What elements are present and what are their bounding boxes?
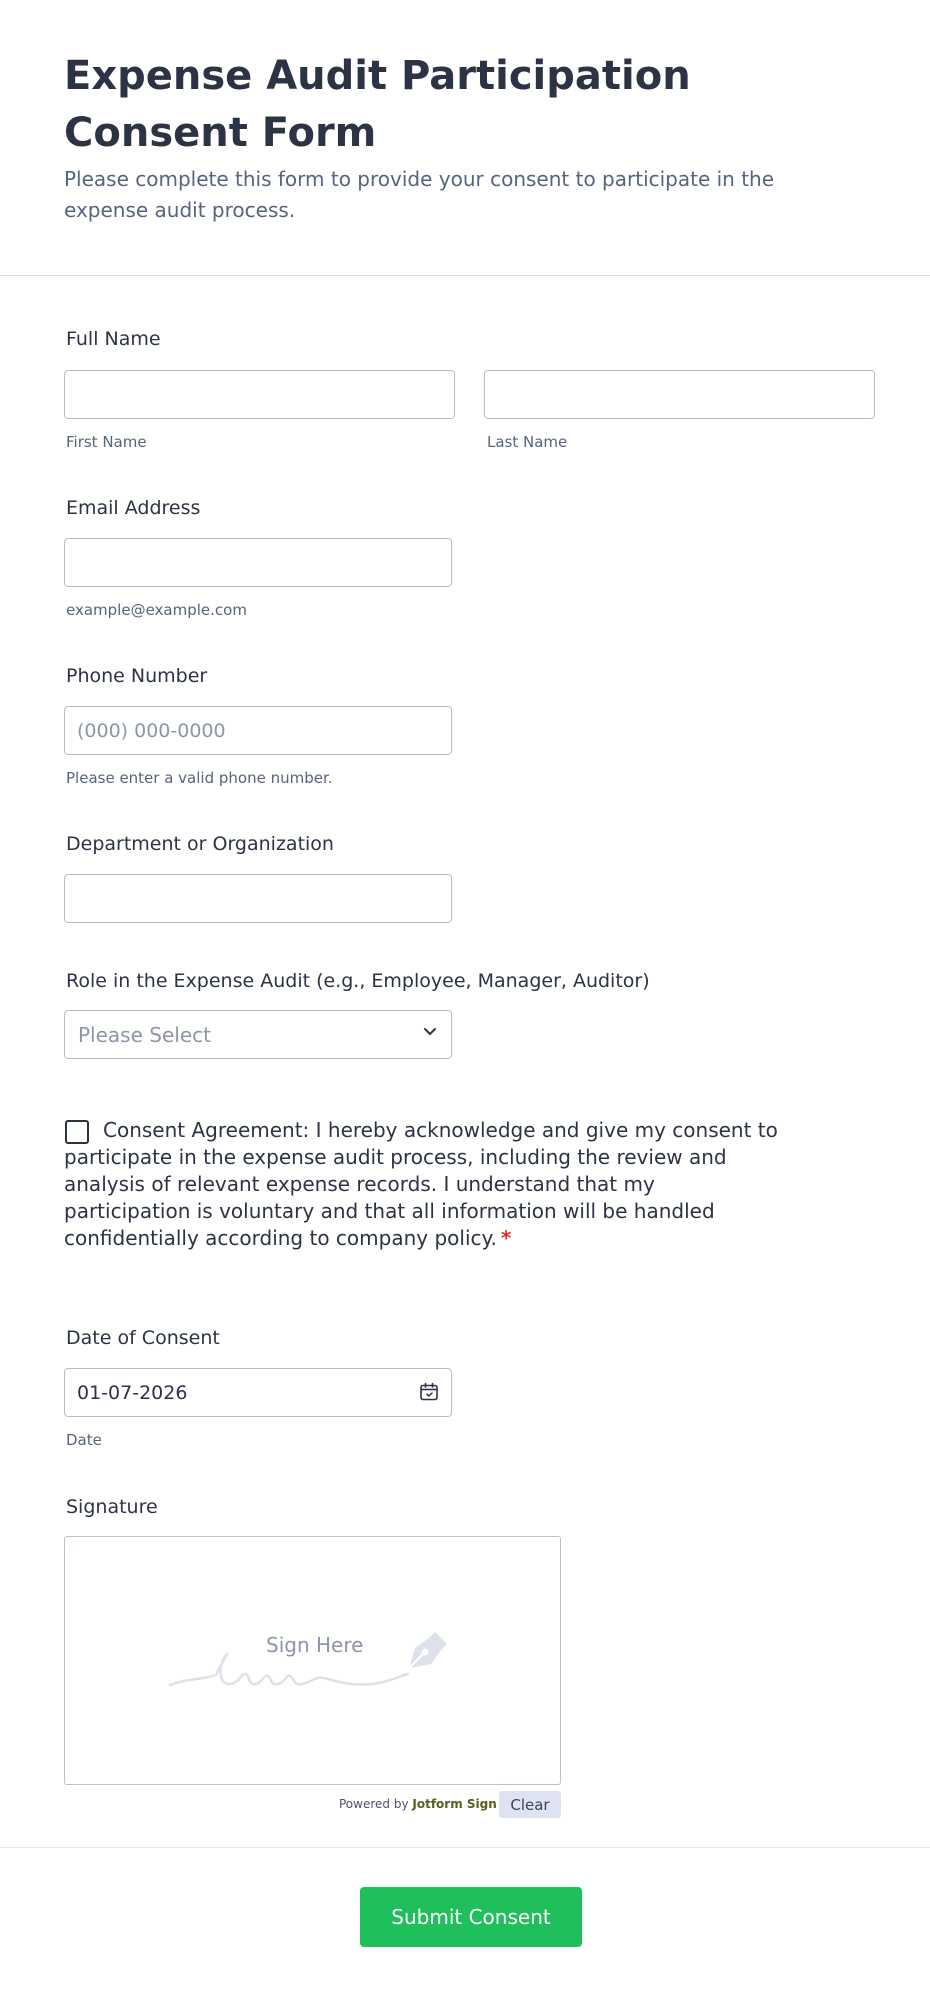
role-label: Role in the Expense Audit (e.g., Employee, Manager, Auditor) [66, 970, 650, 992]
role-select[interactable] [64, 1010, 452, 1059]
role-select-value: Please Select [78, 1023, 211, 1047]
jotform-sign-brand: Jotform Sign [412, 1797, 497, 1811]
first-name-sublabel: First Name [66, 433, 147, 451]
phone-label: Phone Number [66, 665, 208, 687]
calendar-icon[interactable] [419, 1382, 439, 1402]
chevron-down-icon [423, 1027, 437, 1037]
date-input[interactable] [64, 1368, 452, 1417]
signature-label: Signature [66, 1496, 158, 1518]
consent-label: Consent Agreement: I hereby acknowledge and give my consent to participate in the expense audit process, including the review and analysis of relevant expense records. I understand that my participation is voluntary and that all information will be handled confidentially according to company policy. [64, 1118, 778, 1250]
email-label: Email Address [66, 497, 201, 519]
powered-by-text [339, 1796, 497, 1812]
email-sublabel: example@example.com [66, 601, 247, 619]
full-name-label: Full Name [66, 328, 161, 350]
submit-consent-button[interactable]: Submit Consent [360, 1887, 582, 1947]
email-input[interactable] [64, 538, 452, 587]
date-label: Date of Consent [66, 1327, 220, 1349]
form-subtitle: Please complete this form to provide your consent to participate in the expense audit process. [64, 167, 775, 222]
footer-divider [0, 1847, 930, 1848]
last-name-input[interactable] [484, 370, 875, 419]
sign-here-placeholder: Sign Here [266, 1633, 364, 1657]
form-header [0, 0, 930, 276]
last-name-sublabel: Last Name [487, 433, 568, 451]
first-name-input[interactable] [64, 370, 455, 419]
consent-agreement-text [64, 1117, 784, 1252]
department-input[interactable] [64, 874, 452, 923]
phone-input[interactable] [64, 706, 452, 755]
department-label: Department or Organization [66, 833, 334, 855]
required-asterisk: * [500, 1226, 512, 1250]
pen-nib-icon [405, 1628, 451, 1672]
form-title: Expense Audit Participation Consent Form [64, 53, 691, 156]
clear-signature-button[interactable]: Clear [499, 1791, 561, 1818]
date-sublabel: Date [66, 1431, 102, 1449]
phone-sublabel: Please enter a valid phone number. [66, 769, 333, 787]
powered-by-prefix: Powered by [339, 1797, 409, 1811]
